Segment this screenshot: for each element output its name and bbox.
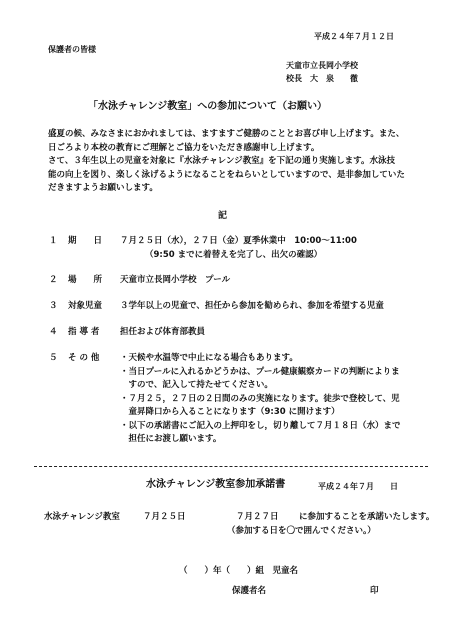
item-4-line-1: 担任および体育部教員 <box>120 327 206 337</box>
document-date: 平成２４年７月１２日 <box>314 32 394 41</box>
consent-note: （参加する日を〇で囲んでください。） <box>227 526 376 536</box>
item-5-number: ５ <box>49 353 58 363</box>
consent-statement: に参加することを承諾いたします。 <box>299 512 435 522</box>
consent-date: 平成２４年７月 日 <box>318 482 398 491</box>
item-5-line-2: ・当日プールに入れるかどうかは、プール健康観察カードの判断によりま <box>120 366 400 377</box>
consent-date-option-1[interactable]: ７月２５日 <box>143 512 186 522</box>
principal-name: 校長 大 泉 徹 <box>286 74 358 83</box>
item-5-label: そ の 他 <box>68 353 100 363</box>
item-1-line-1: ７月２５日（水），２７日（金）夏季休業中 10:00～11:00 <box>120 236 357 246</box>
guardian-name-label: 保護者名 <box>232 586 267 596</box>
body-paragraph-2-line-1: さて、３年生以上の児童を対象に『水泳チャレンジ教室』を下記の通り実施します。水泳技 <box>48 156 395 166</box>
recipient-line: 保護者の皆様 <box>48 45 96 54</box>
cut-line[interactable] <box>34 466 428 467</box>
item-5-line-5: 童昇降口から入ることになります（9:30 に開けます） <box>120 407 340 417</box>
grade-class-name-field[interactable]: （ ）年（ ）組 児童名 <box>179 566 299 576</box>
body-paragraph-1-line-1: 盛夏の候、みなさまにおかれましては、ますますご健勝のこととお喜び申し上げます。また、 <box>48 129 405 139</box>
school-name: 天童市立長岡小学校 <box>286 61 358 70</box>
item-5-line-3: すので、記入して持たせてください。 <box>120 380 273 390</box>
item-1-line-2: （9:50 までに着替えを完了し、出欠の確認） <box>145 250 323 260</box>
body-text <box>48 128 405 196</box>
item-4-label: 指 導 者 <box>68 327 100 337</box>
item-5-line-4: ・７月２５，２７日の２日間のみの実施になります。徒歩で登校して、児 <box>120 393 400 404</box>
item-3-line-1: ３学年以上の児童で、担任から参加を勧められ、参加を希望する児童 <box>120 301 384 311</box>
ki-heading: 記 <box>218 211 228 221</box>
item-1-label: 期 日 <box>68 236 103 246</box>
body-paragraph-2-line-3: だきますようお願いします。 <box>48 183 158 193</box>
item-2-number: ２ <box>49 275 58 285</box>
item-1-number: １ <box>49 236 58 246</box>
consent-title: 水泳チャレンジ教室参加承諾書 <box>146 479 286 490</box>
consent-date-option-2[interactable]: ７月２７日 <box>236 512 279 522</box>
body-paragraph-1-line-2: 日ごろより本校の教育にご理解とご協力をいただき感謝申し上げます。 <box>48 142 320 153</box>
item-4-number: ４ <box>49 327 58 337</box>
item-2-line-1: 天童市立長岡小学校 プール <box>120 275 231 285</box>
body-paragraph-2-line-2: 能の向上を図り、楽しく泳げるようになることをねらいとしていますので、是非参加していた <box>48 169 405 180</box>
consent-class-label: 水泳チャレンジ教室 <box>44 512 120 522</box>
item-2-label: 場 所 <box>68 275 103 285</box>
item-3-number: ３ <box>49 301 58 311</box>
item-5-line-7: 担任にお渡し願います。 <box>120 434 222 444</box>
seal-mark: 印 <box>370 586 379 596</box>
item-3-label: 対象児童 <box>68 301 103 311</box>
item-5-details <box>120 352 401 447</box>
item-5-line-6: ・以下の承諾書にご記入の上押印をし，切り離して７月１８日（水）まで <box>120 420 401 431</box>
item-5-line-1: ・天候や水温等で中止になる場合もあります。 <box>120 353 298 363</box>
document-title: 「水泳チャレンジ教室」への参加について（お願い） <box>88 101 327 112</box>
